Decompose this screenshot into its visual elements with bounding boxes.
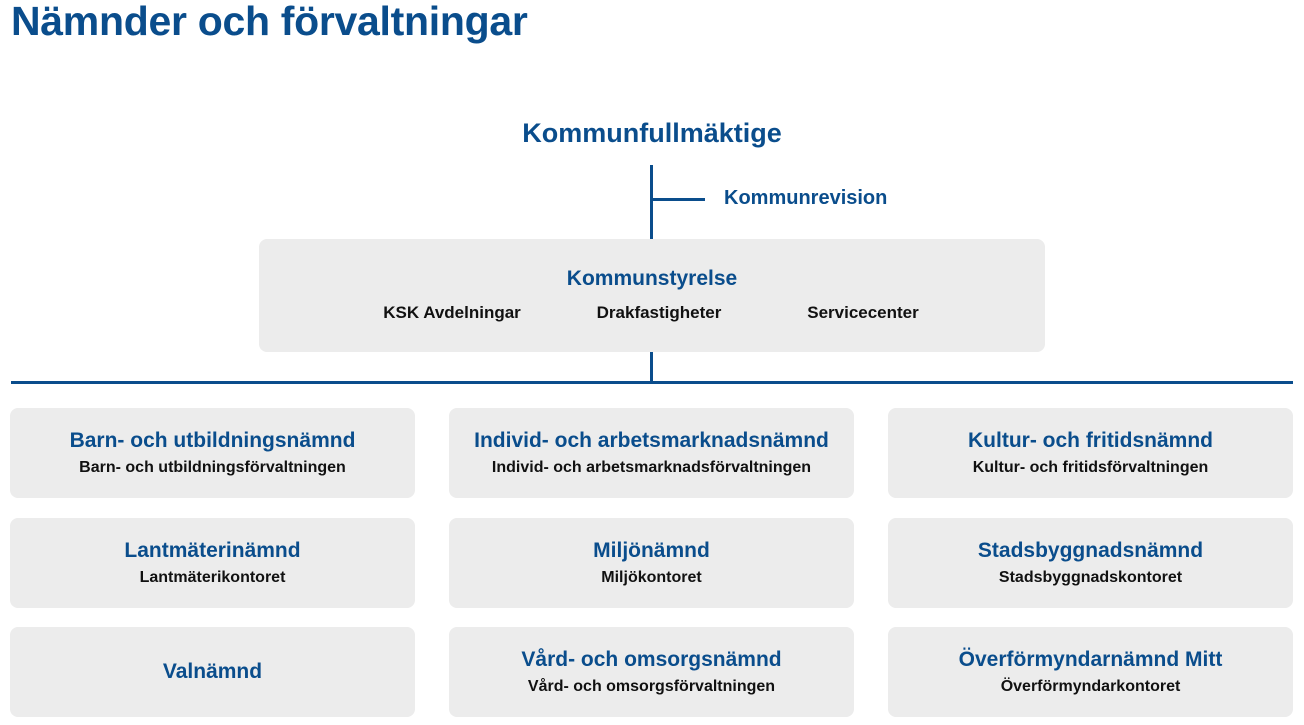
board-box — [888, 627, 1293, 717]
executive-unit: KSK Avdelningar — [383, 303, 521, 322]
board-department: Miljökontoret — [601, 569, 702, 586]
board-box — [449, 408, 854, 498]
board-title: Lantmäterinämnd — [124, 539, 301, 562]
executive-to-boards-connector — [650, 352, 653, 382]
council-label: Kommunfullmäktige — [522, 118, 782, 148]
board-title: Valnämnd — [162, 660, 263, 683]
audit-label: Kommunrevision — [724, 187, 888, 209]
council-to-executive-connector — [650, 165, 653, 240]
board-department: Kultur- och fritidsförvaltningen — [972, 459, 1209, 476]
board-department: Vård- och omsorgsförvaltningen — [527, 678, 776, 695]
board-title: Miljönämnd — [593, 539, 710, 562]
board-title: Individ- och arbetsmarknadsnämnd — [474, 429, 829, 452]
board-department: Överförmyndarkontoret — [1000, 678, 1181, 695]
board-department: Lantmäterikontoret — [139, 569, 286, 586]
board-title: Vård- och omsorgsnämnd — [521, 648, 782, 671]
board-title: Kultur- och fritidsnämnd — [968, 429, 1213, 452]
page-title: Nämnder och förvaltningar — [11, 0, 528, 44]
board-box — [449, 627, 854, 717]
board-title: Stadsbyggnadsnämnd — [977, 539, 1204, 562]
board-department: Individ- och arbetsmarknadsförvaltningen — [491, 459, 812, 476]
executive-unit: Servicecenter — [807, 303, 919, 322]
board-box — [449, 518, 854, 608]
board-box — [888, 518, 1293, 608]
board-box — [888, 408, 1293, 498]
audit-branch-connector — [652, 198, 705, 201]
board-box — [10, 408, 415, 498]
board-box — [10, 627, 415, 717]
board-box — [10, 518, 415, 608]
board-department: Barn- och utbildningsförvaltningen — [79, 459, 346, 476]
executive-unit: Drakfastigheter — [596, 303, 722, 322]
boards-horizontal-rule — [11, 381, 1293, 384]
board-department: Stadsbyggnadskontoret — [998, 569, 1183, 586]
board-title: Överförmyndarnämnd Mitt — [958, 648, 1223, 671]
board-title: Barn- och utbildningsnämnd — [69, 429, 356, 452]
executive-box — [259, 239, 1045, 352]
executive-title: Kommunstyrelse — [566, 267, 738, 290]
